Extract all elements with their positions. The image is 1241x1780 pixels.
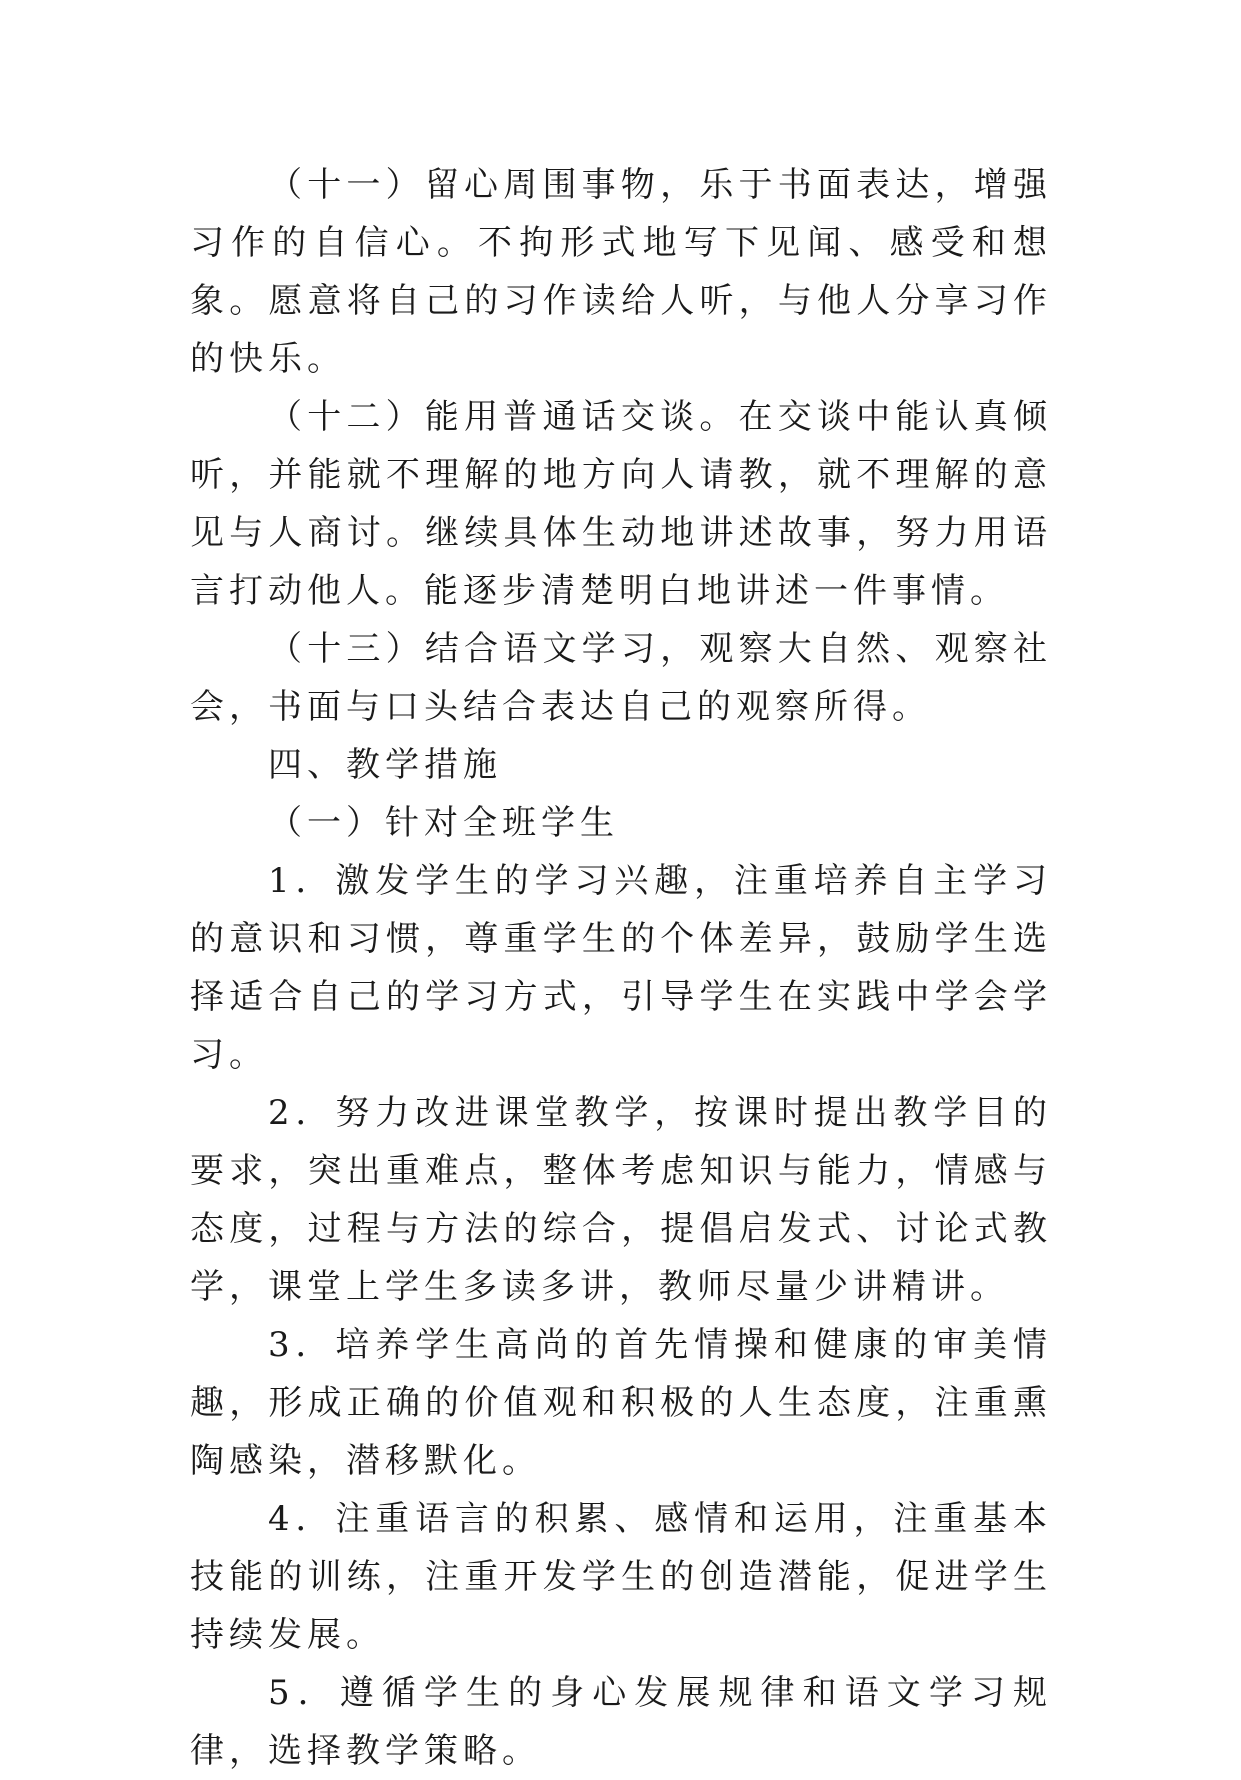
- section-heading-teaching-measures: 四、教学措施: [268, 745, 502, 785]
- subsection-heading-whole-class: （一）针对全班学生: [268, 803, 619, 843]
- paragraph-measure-4: 4．注重语言的积累、感情和运用，注重基本技能的训练，注重开发学生的创造潜能，促进学生持续发展。: [190, 1499, 1052, 1655]
- paragraph-goal-11: （十一）留心周围事物，乐于书面表达，增强习作的自信心。不拘形式地写下见闻、感受和想象。愿意将自己的习作读给人听，与他人分享习作的快乐。: [190, 165, 1052, 379]
- document-body: [190, 156, 1052, 1780]
- paragraph-goal-13: （十三）结合语文学习，观察大自然、观察社会，书面与口头结合表达自己的观察所得。: [190, 629, 1052, 727]
- paragraph-measure-1: 1．激发学生的学习兴趣，注重培养自主学习的意识和习惯，尊重学生的个体差异，鼓励学生选择适合自己的学习方式，引导学生在实践中学会学习。: [190, 861, 1052, 1075]
- paragraph-measure-3: 3．培养学生高尚的首先情操和健康的审美情趣，形成正确的价值观和积极的人生态度，注重熏陶感染，潜移默化。: [190, 1325, 1052, 1481]
- paragraph-goal-12: （十二）能用普通话交谈。在交谈中能认真倾听，并能就不理解的地方向人请教，就不理解的意见与人商讨。继续具体生动地讲述故事，努力用语言打动他人。能逐步清楚明白地讲述一件事情。: [190, 397, 1052, 611]
- paragraph-measure-2: 2．努力改进课堂教学，按课时提出教学目的要求，突出重难点，整体考虑知识与能力，情感与态度，过程与方法的综合，提倡启发式、讨论式教学，课堂上学生多读多讲，教师尽量少讲精讲。: [190, 1093, 1052, 1307]
- paragraph-measure-5: 5．遵循学生的身心发展规律和语文学习规律，选择教学策略。: [190, 1673, 1052, 1771]
